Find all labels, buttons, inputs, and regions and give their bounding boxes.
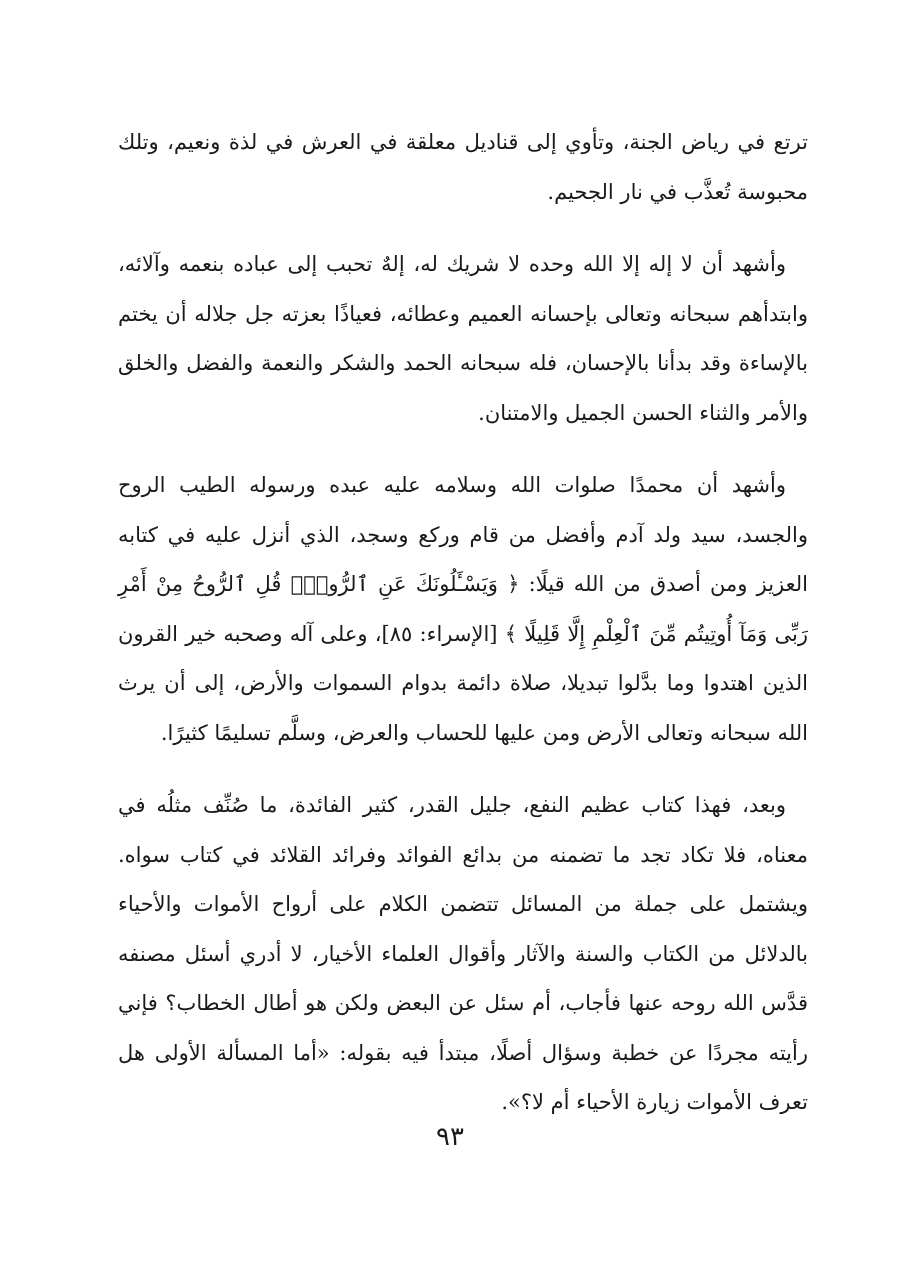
page-body [118, 118, 808, 1151]
paragraph-1: ترتع في رياض الجنة، وتأوي إلى قناديل معلقة في العرش في لذة ونعيم، وتلك محبوسة تُعذَّب في نار الجحيم. [118, 130, 808, 204]
paragraph-4: وبعد، فهذا كتاب عظيم النفع، جليل القدر، كثير الفائدة، ما صُنِّف مثلُه في معناه، فلا تكاد تجد ما تضمنه من بدائع الفوائد وفرائد القلائد في كتاب سواه. ويشتمل على جملة من المسائل تتضمن الكلام على أرواح الأموات والأحياء بالدلائل من الكتاب والسنة والآثار وأقوال العلماء الأخيار، لا أدري أسئل مصنفه قدَّس الله روحه عنها فأجاب، أم سئل عن البعض ولكن هو أطال الخطاب؟ فإني رأيته مجردًا عن خطبة وسؤال أصلًا، مبتدأ فيه بقوله: «أما المسألة الأولى هل تعرف الأموات زيارة الأحياء أم لا؟». [118, 793, 808, 1114]
paragraph-2: وأشهد أن لا إله إلا الله وحده لا شريك له، إلهٌ تحبب إلى عباده بنعمه وآلائه، وابتدأهم سبحانه وتعالى بإحسانه العميم وعطائه، فعياذًا بعزته جل جلاله أن يختم بالإساءة وقد بدأنا بالإحسان، فله سبحانه الحمد والشكر والنعمة والفضل والخلق والأمر والثناء الحسن الجميل والامتنان. [118, 252, 808, 425]
paragraph-3: وأشهد أن محمدًا صلوات الله وسلامه عليه عبده ورسوله الطيب الروح والجسد، سيد ولد آدم وأفضل من قام وركع وسجد، الذي أنزل عليه في كتابه العزيز ومن أصدق من الله قيلًا: ﴿ وَيَسْـَٔلُونَكَ عَنِ ٱلرُّوحِۖ قُلِ ٱلرُّوحُ مِنْ أَمْرِ رَبِّى وَمَآ أُوتِيتُم مِّنَ ٱلْعِلْمِ إِلَّا قَلِيلًا ﴾ [الإسراء: ٨٥]، وعلى آله وصحبه خير القرون الذين اهتدوا وما بدَّلوا تبديلا، صلاة دائمة بدوام السموات والأرض، إلى أن يرث الله سبحانه وتعالى الأرض ومن عليها للحساب والعرض، وسلَّم تسليمًا كثيرًا. [118, 473, 808, 745]
page-number: ٩٣ [436, 1122, 464, 1152]
